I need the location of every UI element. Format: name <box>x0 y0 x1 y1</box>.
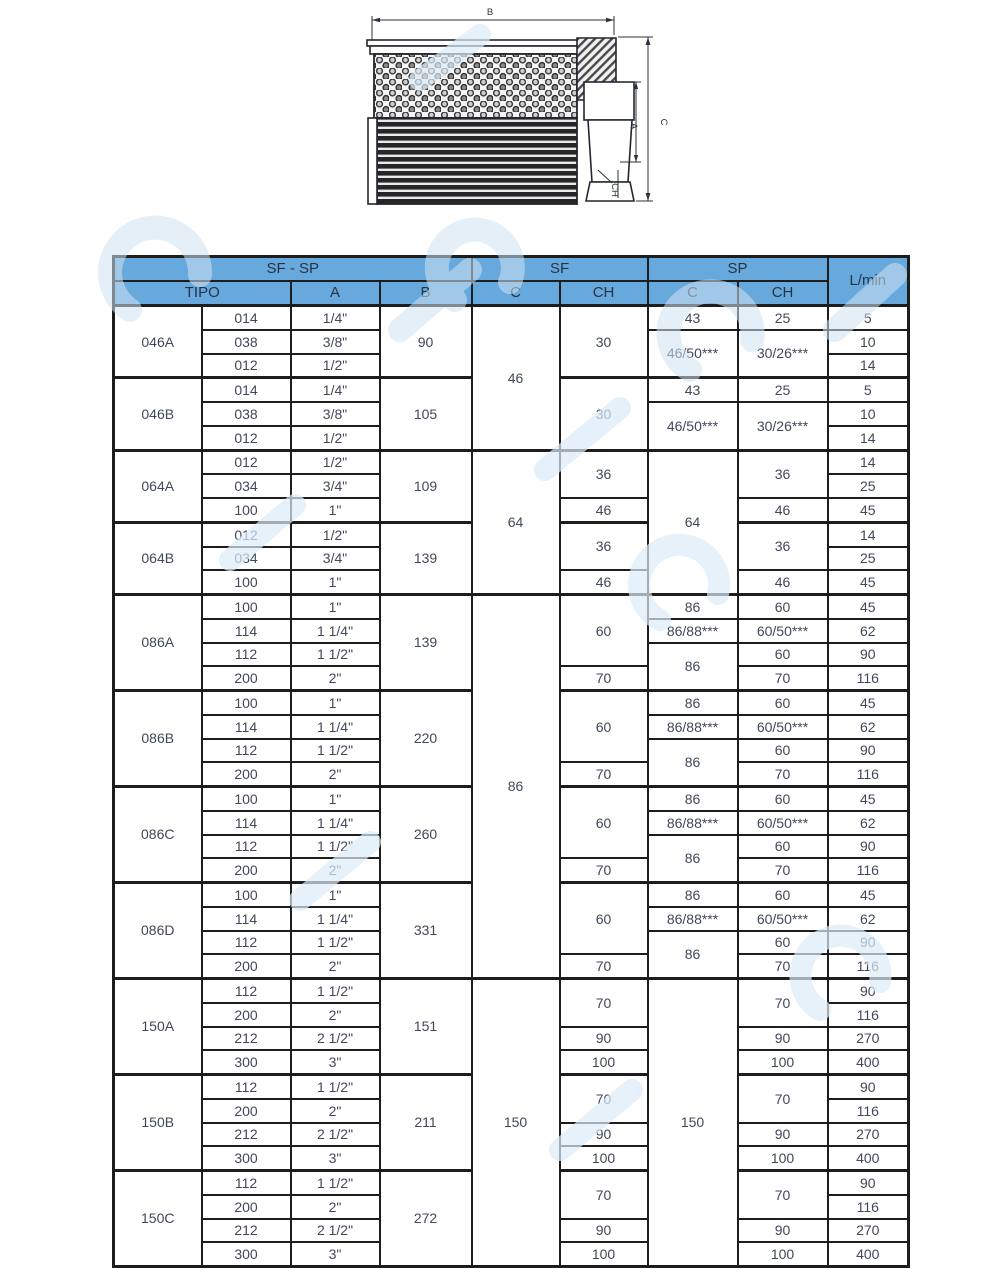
cell-lmin: 10 <box>828 402 909 426</box>
cell-a: 1/2" <box>291 450 380 474</box>
cell-code: 038 <box>202 330 291 354</box>
cell-code: 112 <box>202 931 291 955</box>
cell-lmin: 270 <box>828 1123 909 1147</box>
cell-spch: 100 <box>738 1146 828 1170</box>
cell-b: 109 <box>380 450 472 522</box>
cell-a: 2 1/2" <box>291 1123 380 1147</box>
cell-tipo: 086B <box>114 691 202 787</box>
cell-a: 3/4" <box>291 474 380 498</box>
cell-tipo: 086C <box>114 787 202 883</box>
cell-spc: 86 <box>648 931 738 979</box>
cell-lmin: 62 <box>828 619 909 643</box>
cell-code: 300 <box>202 1242 291 1266</box>
cell-spch: 70 <box>738 858 828 882</box>
cell-spch: 90 <box>738 1027 828 1051</box>
cell-code: 100 <box>202 595 291 619</box>
cell-spch: 60 <box>738 595 828 619</box>
cell-sfc: 86 <box>472 595 560 979</box>
cell-code: 100 <box>202 498 291 522</box>
cell-a: 1 1/2" <box>291 1171 380 1195</box>
cell-sfc: 150 <box>472 979 560 1267</box>
cell-spch: 60 <box>738 835 828 859</box>
cell-sfch: 90 <box>560 1123 648 1147</box>
cell-sfch: 60 <box>560 595 648 667</box>
cell-b: 272 <box>380 1171 472 1267</box>
cell-spc: 86 <box>648 787 738 811</box>
cell-a: 2" <box>291 858 380 882</box>
cell-spch: 60 <box>738 691 828 715</box>
cell-a: 1 1/2" <box>291 931 380 955</box>
cell-b: 331 <box>380 883 472 979</box>
cell-code: 012 <box>202 450 291 474</box>
cell-lmin: 116 <box>828 1003 909 1027</box>
cell-tipo: 064A <box>114 450 202 522</box>
table-row <box>114 306 909 330</box>
table-row <box>114 595 909 619</box>
header-b: B <box>380 281 472 306</box>
cell-lmin: 116 <box>828 762 909 786</box>
cell-code: 114 <box>202 619 291 643</box>
cell-spc: 43 <box>648 306 738 330</box>
cell-lmin: 90 <box>828 1075 909 1099</box>
cell-sfch: 70 <box>560 979 648 1027</box>
cell-a: 1 1/2" <box>291 739 380 763</box>
cell-code: 114 <box>202 811 291 835</box>
cell-b: 151 <box>380 979 472 1075</box>
cell-sfch: 100 <box>560 1050 648 1074</box>
cell-lmin: 62 <box>828 811 909 835</box>
cell-spc: 86/88*** <box>648 907 738 931</box>
cell-a: 3" <box>291 1146 380 1170</box>
cell-a: 2" <box>291 666 380 690</box>
cell-code: 038 <box>202 402 291 426</box>
cell-a: 1" <box>291 691 380 715</box>
cell-tipo: 046B <box>114 378 202 450</box>
cell-lmin: 90 <box>828 739 909 763</box>
dimension-b <box>372 16 614 40</box>
cell-a: 2" <box>291 1003 380 1027</box>
cell-code: 200 <box>202 666 291 690</box>
cell-code: 300 <box>202 1050 291 1074</box>
cell-tipo: 086D <box>114 883 202 979</box>
cell-code: 200 <box>202 1003 291 1027</box>
cell-sfch: 70 <box>560 1075 648 1123</box>
cell-sfch: 90 <box>560 1027 648 1051</box>
cell-spch: 60 <box>738 643 828 667</box>
table-body <box>114 306 909 1267</box>
cell-spch: 60/50*** <box>738 715 828 739</box>
table-row <box>114 979 909 1003</box>
header-tipo: TIPO <box>114 281 291 306</box>
cell-a: 2" <box>291 1195 380 1219</box>
cell-spch: 46 <box>738 498 828 522</box>
cell-spch: 100 <box>738 1050 828 1074</box>
cell-code: 100 <box>202 883 291 907</box>
cell-sfch: 70 <box>560 666 648 690</box>
cell-code: 012 <box>202 426 291 450</box>
cell-spch: 36 <box>738 522 828 570</box>
header-group-sp: SP <box>648 257 828 282</box>
cell-lmin: 90 <box>828 643 909 667</box>
header-a: A <box>291 281 380 306</box>
cell-spch: 70 <box>738 954 828 978</box>
cell-sfch: 70 <box>560 762 648 786</box>
cell-lmin: 45 <box>828 787 909 811</box>
cell-sfch: 30 <box>560 378 648 450</box>
cell-a: 1 1/4" <box>291 619 380 643</box>
table-header <box>114 257 909 306</box>
cell-spc: 86/88*** <box>648 619 738 643</box>
cell-a: 3/8" <box>291 402 380 426</box>
header-group-sf: SF <box>472 257 648 282</box>
cell-lmin: 400 <box>828 1050 909 1074</box>
cell-a: 2" <box>291 954 380 978</box>
cell-spc: 46/50*** <box>648 402 738 450</box>
cell-sfch: 30 <box>560 306 648 378</box>
cell-b: 211 <box>380 1075 472 1171</box>
cell-lmin: 116 <box>828 954 909 978</box>
cell-spc: 43 <box>648 378 738 402</box>
dim-label-ch: CH <box>609 183 620 197</box>
cell-lmin: 45 <box>828 595 909 619</box>
cell-code: 212 <box>202 1027 291 1051</box>
cell-sfch: 46 <box>560 570 648 594</box>
cell-lmin: 116 <box>828 1195 909 1219</box>
cell-code: 300 <box>202 1146 291 1170</box>
cell-sfch: 70 <box>560 1171 648 1219</box>
cell-spch: 60 <box>738 787 828 811</box>
cell-spc: 150 <box>648 979 738 1267</box>
cell-spc: 86 <box>648 835 738 883</box>
cell-code: 034 <box>202 547 291 571</box>
cell-lmin: 45 <box>828 691 909 715</box>
cell-a: 1" <box>291 570 380 594</box>
cell-b: 220 <box>380 691 472 787</box>
cell-code: 112 <box>202 1171 291 1195</box>
cell-lmin: 62 <box>828 715 909 739</box>
cell-spch: 70 <box>738 1075 828 1123</box>
cell-a: 2 1/2" <box>291 1219 380 1243</box>
cell-code: 200 <box>202 954 291 978</box>
cell-lmin: 45 <box>828 498 909 522</box>
cell-a: 1" <box>291 883 380 907</box>
cell-a: 1" <box>291 595 380 619</box>
cell-a: 1/2" <box>291 354 380 378</box>
cell-sfch: 36 <box>560 522 648 570</box>
cell-lmin: 5 <box>828 378 909 402</box>
cell-tipo: 064B <box>114 522 202 594</box>
cell-lmin: 14 <box>828 354 909 378</box>
cell-lmin: 116 <box>828 858 909 882</box>
cell-spch: 100 <box>738 1242 828 1266</box>
cell-a: 1 1/4" <box>291 715 380 739</box>
cell-spch: 36 <box>738 450 828 498</box>
header-group-sf-sp: SF - SP <box>114 257 472 282</box>
cell-spch: 70 <box>738 666 828 690</box>
cell-sfch: 60 <box>560 883 648 955</box>
cell-code: 212 <box>202 1219 291 1243</box>
cell-spch: 70 <box>738 762 828 786</box>
cell-sfch: 60 <box>560 691 648 763</box>
cell-a: 1 1/4" <box>291 907 380 931</box>
cell-lmin: 10 <box>828 330 909 354</box>
cell-spc: 86/88*** <box>648 715 738 739</box>
cell-spc: 64 <box>648 450 738 595</box>
cell-tipo: 150C <box>114 1171 202 1267</box>
cell-b: 260 <box>380 787 472 883</box>
cell-a: 1/4" <box>291 306 380 330</box>
header-sp-ch: CH <box>738 281 828 306</box>
filter-drawing <box>350 2 672 220</box>
cell-code: 112 <box>202 1075 291 1099</box>
cell-lmin: 400 <box>828 1146 909 1170</box>
cell-a: 1 1/4" <box>291 811 380 835</box>
cell-lmin: 45 <box>828 883 909 907</box>
cell-sfch: 46 <box>560 498 648 522</box>
cell-lmin: 14 <box>828 450 909 474</box>
cell-code: 012 <box>202 354 291 378</box>
cell-code: 200 <box>202 762 291 786</box>
cell-code: 112 <box>202 835 291 859</box>
cell-sfch: 70 <box>560 954 648 978</box>
cell-sfch: 70 <box>560 858 648 882</box>
cell-a: 1/2" <box>291 522 380 546</box>
cell-a: 2 1/2" <box>291 1027 380 1051</box>
cell-tipo: 150A <box>114 979 202 1075</box>
cell-lmin: 5 <box>828 306 909 330</box>
cell-a: 1 1/2" <box>291 979 380 1003</box>
cell-spch: 46 <box>738 570 828 594</box>
cell-b: 90 <box>380 306 472 378</box>
cell-code: 014 <box>202 378 291 402</box>
cell-code: 100 <box>202 570 291 594</box>
cell-a: 3/8" <box>291 330 380 354</box>
header-sf-ch: CH <box>560 281 648 306</box>
cell-b: 105 <box>380 378 472 450</box>
cell-tipo: 086A <box>114 595 202 691</box>
cell-lmin: 45 <box>828 570 909 594</box>
cell-lmin: 270 <box>828 1027 909 1051</box>
cell-a: 2" <box>291 762 380 786</box>
cell-lmin: 62 <box>828 907 909 931</box>
filter-top-rim <box>367 40 595 54</box>
cell-spc: 86/88*** <box>648 811 738 835</box>
cell-sfch: 90 <box>560 1219 648 1243</box>
cell-spch: 25 <box>738 306 828 330</box>
cell-a: 1/2" <box>291 426 380 450</box>
cell-lmin: 270 <box>828 1219 909 1243</box>
cell-code: 112 <box>202 739 291 763</box>
cell-code: 200 <box>202 1195 291 1219</box>
header-sf-c: C <box>472 281 560 306</box>
cell-code: 114 <box>202 715 291 739</box>
cell-code: 200 <box>202 858 291 882</box>
cell-a: 1" <box>291 498 380 522</box>
header-sp-c: C <box>648 281 738 306</box>
cell-spch: 70 <box>738 1171 828 1219</box>
filter-mesh-band <box>374 54 577 118</box>
filter-end-cap <box>368 118 377 204</box>
table-row <box>114 450 909 474</box>
cell-code: 012 <box>202 522 291 546</box>
cell-lmin: 14 <box>828 522 909 546</box>
dim-label-a: A <box>628 122 639 130</box>
cell-spch: 25 <box>738 378 828 402</box>
cell-spch: 90 <box>738 1219 828 1243</box>
cell-code: 100 <box>202 691 291 715</box>
cell-code: 112 <box>202 979 291 1003</box>
cell-sfch: 60 <box>560 787 648 859</box>
cell-lmin: 400 <box>828 1242 909 1266</box>
cell-code: 212 <box>202 1123 291 1147</box>
cell-lmin: 25 <box>828 474 909 498</box>
cell-lmin: 116 <box>828 1099 909 1123</box>
cell-lmin: 90 <box>828 1171 909 1195</box>
cell-a: 1 1/2" <box>291 835 380 859</box>
cell-tipo: 150B <box>114 1075 202 1171</box>
cell-tipo: 046A <box>114 306 202 378</box>
dim-label-c: C <box>658 118 669 126</box>
cell-spch: 60 <box>738 883 828 907</box>
cell-spch: 90 <box>738 1123 828 1147</box>
cell-a: 1/4" <box>291 378 380 402</box>
cell-sfch: 100 <box>560 1242 648 1266</box>
cell-spch: 30/26*** <box>738 330 828 378</box>
cell-lmin: 116 <box>828 666 909 690</box>
cell-spch: 60/50*** <box>738 811 828 835</box>
cell-code: 114 <box>202 907 291 931</box>
cell-code: 014 <box>202 306 291 330</box>
cell-spch: 60/50*** <box>738 907 828 931</box>
cell-a: 1 1/2" <box>291 643 380 667</box>
filter-rib-band <box>377 118 577 204</box>
dim-label-b: B <box>486 7 494 18</box>
cell-lmin: 90 <box>828 931 909 955</box>
cell-spch: 70 <box>738 979 828 1027</box>
cell-lmin: 90 <box>828 835 909 859</box>
cell-b: 139 <box>380 522 472 594</box>
cell-b: 139 <box>380 595 472 691</box>
cell-a: 1 1/2" <box>291 1075 380 1099</box>
cell-sfc: 46 <box>472 306 560 451</box>
spec-table <box>112 255 910 1268</box>
cell-spc: 86 <box>648 739 738 787</box>
cell-lmin: 25 <box>828 547 909 571</box>
cell-a: 2" <box>291 1099 380 1123</box>
cell-a: 3/4" <box>291 547 380 571</box>
cell-spch: 60 <box>738 739 828 763</box>
cell-spc: 46/50*** <box>648 330 738 378</box>
cell-spc: 86 <box>648 643 738 691</box>
cell-spch: 60/50*** <box>738 619 828 643</box>
header-lmin: L/min <box>828 257 909 306</box>
cell-spch: 30/26*** <box>738 402 828 450</box>
cell-a: 3" <box>291 1242 380 1266</box>
cell-lmin: 14 <box>828 426 909 450</box>
cell-lmin: 90 <box>828 979 909 1003</box>
cell-a: 3" <box>291 1050 380 1074</box>
cell-spc: 86 <box>648 595 738 619</box>
cell-a: 1" <box>291 787 380 811</box>
cell-code: 112 <box>202 643 291 667</box>
cell-code: 200 <box>202 1099 291 1123</box>
cell-code: 100 <box>202 787 291 811</box>
cell-code: 034 <box>202 474 291 498</box>
cell-spc: 86 <box>648 883 738 907</box>
cell-spch: 60 <box>738 931 828 955</box>
cell-spc: 86 <box>648 691 738 715</box>
cell-sfch: 36 <box>560 450 648 498</box>
cell-sfch: 100 <box>560 1146 648 1170</box>
cell-sfc: 64 <box>472 450 560 595</box>
